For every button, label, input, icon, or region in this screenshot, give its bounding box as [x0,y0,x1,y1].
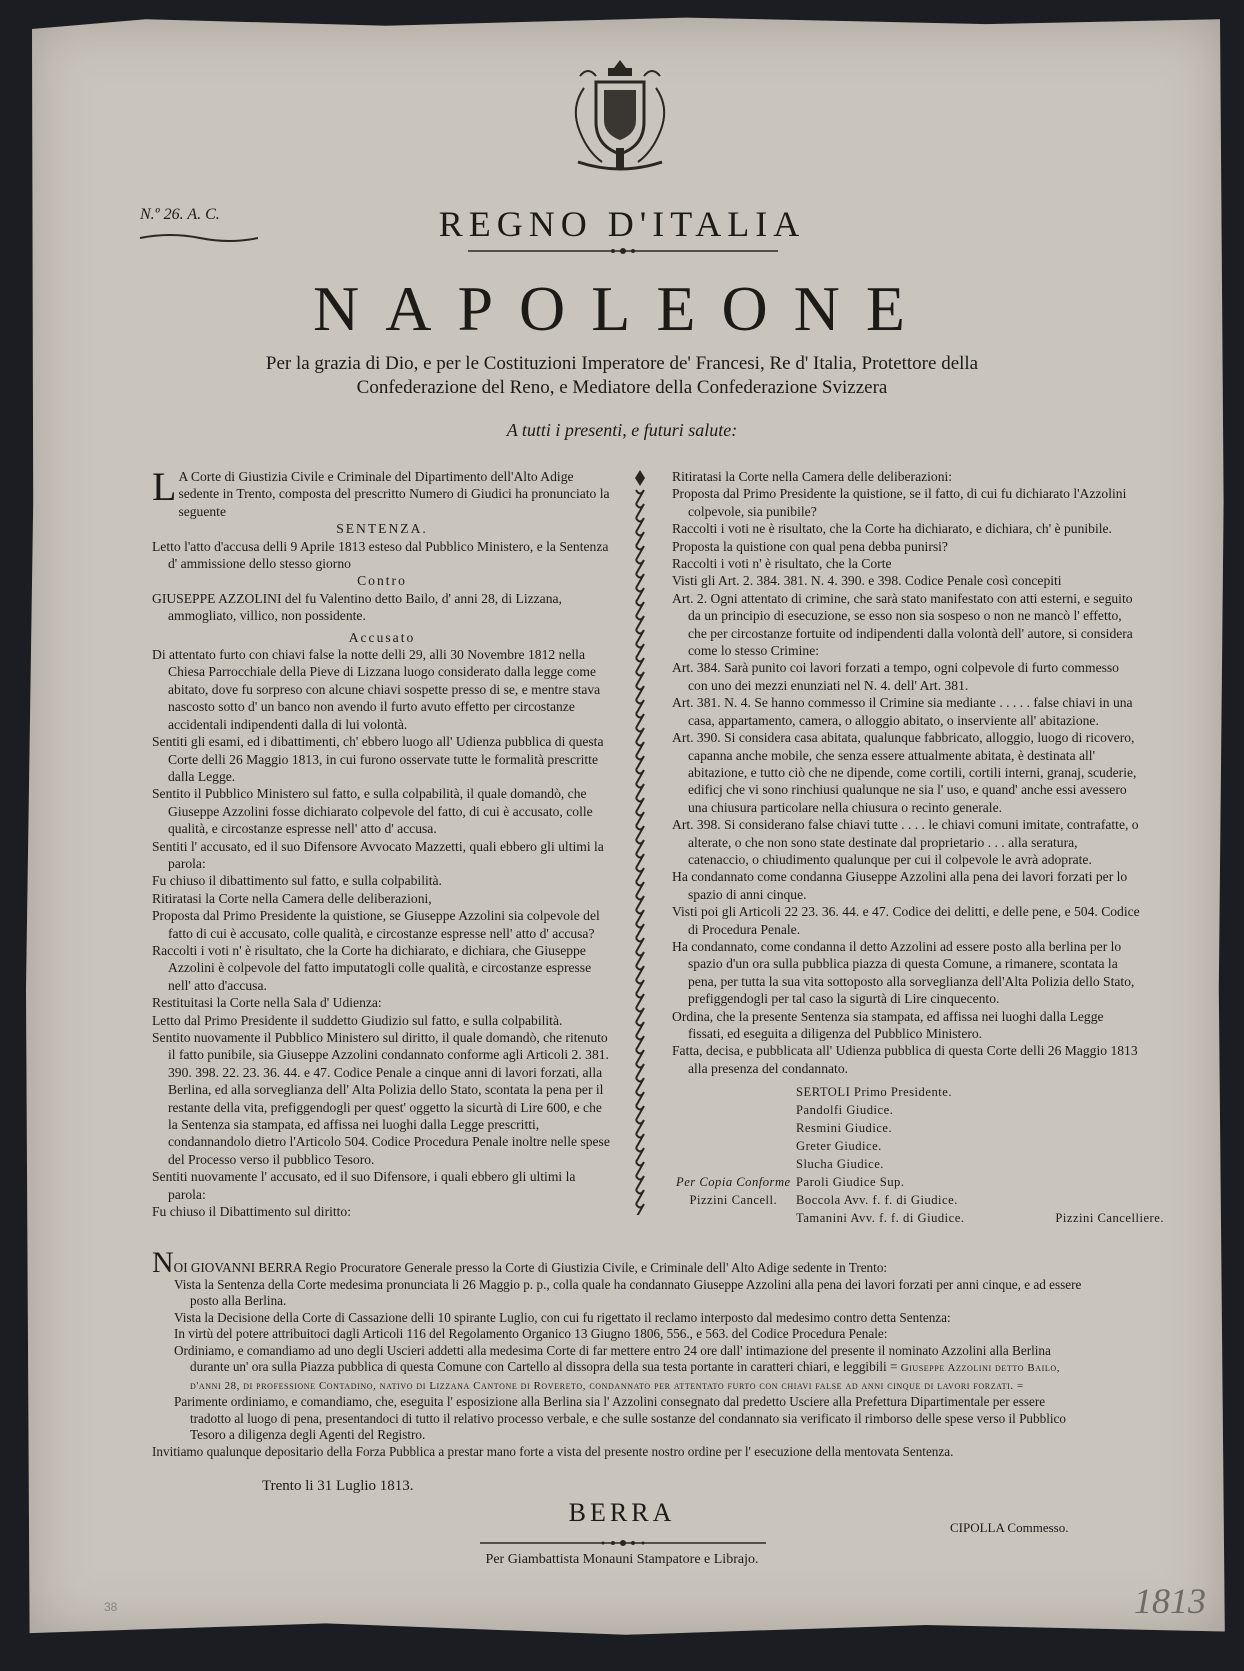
signature-line: Slucha Giudice. [796,1157,884,1172]
right-paragraph: Fatta, decisa, e pubblicata all' Udienza pubblica di questa Corte delli 26 Maggio 1813 alla presenza del condannato. [672,1043,1138,1076]
accusato-heading: Accusato [348,629,416,645]
chain-link [636,1120,644,1134]
chain-link [636,546,644,560]
chain-link [636,896,644,910]
chain-link [636,1162,644,1176]
right-paragraph: Ha condannato come condanna Giuseppe Azzolini alla pena dei lavori forzati per lo spazio di anni cinque. [672,869,1128,902]
chain-link [636,1036,644,1050]
right-paragraph: Art. 398. Si considerano false chiavi tutte . . . . le chiavi comuni imitate, contrafatte, o alterate, o che non sono state destinate dal proprietario . . . alla seratura, catenaccio, o chiudimento qualunque per cui il colpevole le avrà adoprate. [672,817,1139,867]
chain-link [636,980,644,994]
chain-link [636,1106,644,1120]
commesso-signature: CIPOLLA Commesso. [950,1520,1069,1535]
right-paragraph: Raccolti i voti ne è risultato, che la Corte ha dichiarato, e dichiara, ch' è punibile. [672,521,1112,537]
chain-link [636,798,644,812]
chain-link [636,924,644,938]
imperial-titles [140,352,1104,400]
copy-signer: Pizzini Cancell. [689,1193,778,1208]
chain-link [636,840,644,854]
left-paragraph: Sentiti l' accusato, ed il suo Difensore Avvocato Mazzetti, quali ebbero gli ultimi la parola: [152,838,604,871]
chain-link [636,910,644,924]
decree-paragraph: Ordiniamo, e comandiamo ad uno degli Uscieri addetti alla medesima Corte di far mettere entro 24 ore dall' intimazione del presente il nominato Azzolini alla Berlina durante un' ora sulla Piazza pubblica di questa Comune con Cartello al dissopra della sua testa portante in caratteri chiari, e leggibili = [174,1342,1051,1374]
pencil-mark: 38 [104,1600,118,1614]
intro-text: A Corte di Giustizia Civile e Criminale del Dipartimento dell'Alto Adige sedente in Trento, composta del prescritto Numero di Giudici ha pronunciato la seguente [178,469,610,519]
right-paragraph: Raccolti i voti n' è risultato, che la Corte [672,556,892,572]
left-paragraph: Proposta dal Primo Presidente la quistione, se Giuseppe Azzolini sia colpevole del fatto di cui è accusato, colle qualità, e circostanze espresse nell' atto d' accusa? [152,908,600,941]
right-paragraph: Art. 2. Ogni attentato di crimine, che sarà stato manifestato con atti esterni, e seguito da un principio di esecuzione, se esso non sia sospeso o non ne mancò l' effetto, che per circostanze fortuite od indipendenti dalla volontà dell' autore, si considera come lo stesso Crimine: [672,590,1133,659]
left-paragraph: Sentito nuovamente il Pubblico Ministero sul diritto, il quale domandò, che ritenuto il fatto punibile, sia Giuseppe Azzolini condannato conforme agli Articoli 2. 381. 390. 398. 22. 23. 36. 44. e 47. Codice Penale a cinque anni di lavori forzati, alla Berlina, ed alla sorveglianza dell' Alta Polizia dello Stato, scontata la pena per il restante della vita, prefiggendogli per quest' oggetto la sicurtà di Lire 600, e che la Sentenza sia stampata, ed affissa nei luoghi dalla Legge prescritti, condannandolo dietro l'Articolo 504. Codice Procedura Penale inoltre nelle spese del Processo verso il pubblico Tesoro. [152,1030,610,1167]
signature-line: Pandolfi Giudice. [796,1103,894,1118]
chain-link [636,1078,644,1092]
left-paragraph: Restituitasi la Corte nella Sala d' Udienza: [152,995,382,1011]
chain-link [636,630,644,644]
royal-coat-of-arms-icon [560,52,680,182]
kingdom-heading: REGNO D'ITALIA [438,204,806,244]
chain-link [636,826,644,840]
signature-line: Paroli Giudice Sup. [796,1175,905,1190]
chain-link [636,952,644,966]
right-column [672,468,1164,1233]
chain-link [636,1190,644,1204]
chain-link [636,1204,644,1215]
chain-link [636,658,644,672]
chain-link [636,966,644,980]
chain-link [636,616,644,630]
signature-line: SERTOLI Primo Presidente. [796,1085,952,1100]
right-paragraph: Ha condannato, come condanna il detto Azzolini ad essere posto alla berlina per lo spazio d'un ora sulla pubblica piazza di questa Comune, a rimanere, scontata la pena, per tutta la sua vita sottoposto alla sorveglianza dell'Alta Polizia dello Stato, prefiggendogli per tal caso la sigurtà di Lire cinquecento. [672,938,1135,1007]
signature-block [672,1083,1164,1233]
chain-link [636,1050,644,1064]
salutation: A tutti i presenti, e futuri salute: [506,420,738,440]
chain-link [636,532,644,546]
chain-link [636,504,644,518]
column-divider [633,470,647,1215]
chain-link [636,700,644,714]
left-paragraph: Ritiratasi la Corte nella Camera delle deliberazioni, [152,890,432,906]
chain-link [636,1134,644,1148]
chain-link [636,672,644,686]
decree-drop-cap: N [152,1246,174,1279]
printer-imprint: Per Giambattista Monauni Stampatore e Librajo. [485,1552,759,1567]
decree-opening: OI GIOVANNI BERRA Regio Procuratore Generale presso la Corte di Giustizia Civile, e Criminale dell' Alto Adige sedente in Trento: [173,1260,888,1275]
drop-cap: L [152,464,177,509]
signature-line: Greter Giudice. [796,1139,882,1154]
handwritten-year: 1813 [1134,1581,1206,1621]
ornamental-rule [480,1538,766,1548]
left-paragraph: Di attentato furto con chiavi false la notte delli 29, alli 30 Novembre 1812 nella Chiesa Parrocchiale della Pieve di Lizzana luogo considerato dalla legge come abitato, dove fu sorpreso con alcune chiavi sospette presso di se, e mentre stava nascosto sotto d' un banco non avendo il furto avuto effetto per circostanze accidentali indipendenti dalla di lui volontà. [152,647,601,732]
chain-link [636,644,644,658]
right-paragraph: Art. 381. N. 4. Se hanno commesso il Crimine sia mediante . . . . . false chiavi in una casa, appartamento, camera, o alloggio abitato, o inserviente all' abitazione. [672,695,1133,728]
left-paragraph: Sentiti nuovamente l' accusato, ed il suo Difensore, i quali ebbero gli ultimi la parola: [152,1169,576,1202]
prosecutor-decree [152,1246,1082,1460]
chain-link [636,574,644,588]
ornamental-rule [468,246,778,256]
chain-link [636,518,644,532]
decree-paragraph: Vista la Decisione della Corte di Cassazione delli 10 spirante Luglio, con cui fu rigettato il reclamo interposto dal medesimo contro detta Sentenza: [174,1309,951,1325]
left-paragraph: Fu chiuso il Dibattimento sul diritto: [152,1204,351,1220]
document-number: N.º 26. A. C. [140,206,220,223]
chain-link [636,882,644,896]
chain-link [636,1148,644,1162]
letto-paragraph: Letto l'atto d'accusa delli 9 Aprile 1813 esteso dal Pubblico Ministero, e la Sentenza d' ammissione dello stesso giorno [152,538,609,572]
chain-link [636,490,644,504]
chain-link [636,854,644,868]
chain-link [636,994,644,1008]
chain-link [636,686,644,700]
chain-link [636,1022,644,1036]
titles-line-1: Per la grazia di Dio, e per le Costituzioni Imperatore de' Francesi, Re d' Italia, Protettore della [265,353,979,374]
chain-link [636,1176,644,1190]
accused-paragraph: GIUSEPPE AZZOLINI del fu Valentino detto Bailo, d' anni 28, di Lizzana, ammogliato, villico, non possidente. [152,590,562,624]
left-paragraph: Sentiti gli esami, ed i dibattimenti, ch' ebbero luogo all' Udienza pubblica di questa Corte delli 26 Maggio 1813, in cui furono osservate tutte le formalità prescritte dalla Legge. [152,734,604,784]
issue-date: Trento li 31 Luglio 1813. [262,1478,414,1494]
chain-link [636,742,644,756]
chain-link [636,1092,644,1106]
chain-link [636,1008,644,1022]
contro-heading: Contro [357,573,407,589]
emperor-name: NAPOLEONE [313,273,931,344]
decree-paragraph: Parimente ordiniamo, e comandiamo, che, eseguita l' esposizione alla Berlina sia l' Azzolini consegnato dal predetto Usciere alla Prefettura Dipartimentale per essere tradotto al luogo di pena, presentandoci di tutto il relativo processo verbale, e che sulle sostanze del condannato sia verificato il rimborso delle spese verso il Pubblico Tesoro a diligenza degli Agenti del Registro. [174,1394,1066,1442]
chain-link [636,560,644,574]
signature-line: Boccola Avv. f. f. di Giudice. [796,1193,958,1208]
right-paragraph: Art. 390. Si considera casa abitata, qualunque fabbricato, alloggio, luogo di ricovero, capanna anche mobile, che senza essere attualmente abitata, è destinata all' abitazione, e tutto ciò che ne dipende, come cortili, cortili interni, granaj, scuderie, edificj che vi sono rinchiusi qualunque ne sia l' uso, e quand' anche essi avessero una chiusura particolare nella chiusura o recinto generale. [672,730,1137,815]
decree-paragraph: In virtù del potere attribuitoci dagli Articoli 116 del Regolamento Organico 13 Giugno 1806, 556., e 563. del Codice Procedura Penale: [174,1326,888,1341]
signer-name: BERRA [568,1498,676,1527]
chain-link [636,868,644,882]
cancelliere: Pizzini Cancelliere. [1055,1211,1164,1226]
signature-line: Tamanini Avv. f. f. di Giudice. [796,1211,965,1226]
chain-link [636,938,644,952]
decree-paragraph: Vista la Sentenza della Corte medesima pronunciata li 26 Maggio p. p., colla quale ha condannato Giuseppe Azzolini alla pena dei lavori forzati per anni cinque, e ad essere posto alla Berlina. [174,1276,1082,1308]
chain-link [636,588,644,602]
titles-line-2: Confederazione del Reno, e Mediatore della Confederazione Svizzera [356,377,888,398]
decree-paragraph: Invitiamo qualunque depositario della Forza Pubblica a prestar mano forte a vista del presente nostro ordine per l' esecuzione della mentovata Sentenza. [152,1443,954,1459]
signature-line: Resmini Giudice. [796,1121,893,1136]
sentenza-heading: SENTENZA. [336,521,428,537]
chain-link [636,1064,644,1078]
right-paragraph: Visti gli Art. 2. 384. 381. N. 4. 390. e 398. Codice Penale così concepiti [672,573,1062,589]
right-paragraph: Proposta la quistione con qual pena debba punirsi? [672,538,948,554]
right-paragraph: Art. 384. Sarà punito coi lavori forzati a tempo, ogni colpevole di furto commesso con uno dei mezzi enunziati nel N. 4. dell' Art. 381. [672,660,1119,693]
right-paragraph: Ritiratasi la Corte nella Camera delle deliberazioni: [672,469,953,484]
chain-link [636,812,644,826]
left-paragraph: Sentito il Pubblico Ministero sul fatto, e sulla colpabilità, il quale domandò, che Giuseppe Azzolini fosse dichiarato colpevole del fatto, di cui è accusato, colle qualità, e circostanze espresse nell' atto d' accusa. [152,786,593,837]
right-paragraph: Proposta dal Primo Presidente la quistione, se il fatto, di cui fu dichiarato l'Azzolini colpevole, sia punibile? [672,486,1127,519]
right-paragraph: Ordina, che la presente Sentenza sia stampata, ed affissa nei luoghi dalla Legge fissati, ed eseguita a diligenza del Pubblico Ministero. [672,1008,1104,1041]
left-paragraph: Fu chiuso il dibattimento sul fatto, e sulla colpabilità. [152,873,442,889]
placard-text: Giuseppe Azzolini detto Bailo, d'anni 28, di professione Contadino, nativo di Lizzana Cantone di Rovereto, condannato per attentato furto con chiavi false ad anni cinque di lavori forzati. = [190,1362,1060,1392]
chain-link [636,756,644,770]
chain-link [636,602,644,616]
left-paragraph: Raccolti i voti n' è risultato, che la Corte ha dichiarato, e dichiara, che Giuseppe Azzolini è colpevole del fatto imputatogli colle qualità, e circostanze espresse nell' atto d'accusa. [152,942,592,993]
right-paragraph: Visti poi gli Articoli 22 23. 36. 44. e 47. Codice dei delitti, e delle pene, e 504. Codice di Procedura Penale. [672,904,1140,937]
chain-link [636,784,644,798]
chain-link [636,770,644,784]
left-column [152,464,612,1220]
chain-link [636,728,644,742]
chain-link [636,714,644,728]
left-paragraph: Letto dal Primo Presidente il suddetto Giudizio sul fatto, e sulla colpabilità. [152,1012,563,1028]
copy-conform-label: Per Copia Conforme [676,1175,791,1190]
